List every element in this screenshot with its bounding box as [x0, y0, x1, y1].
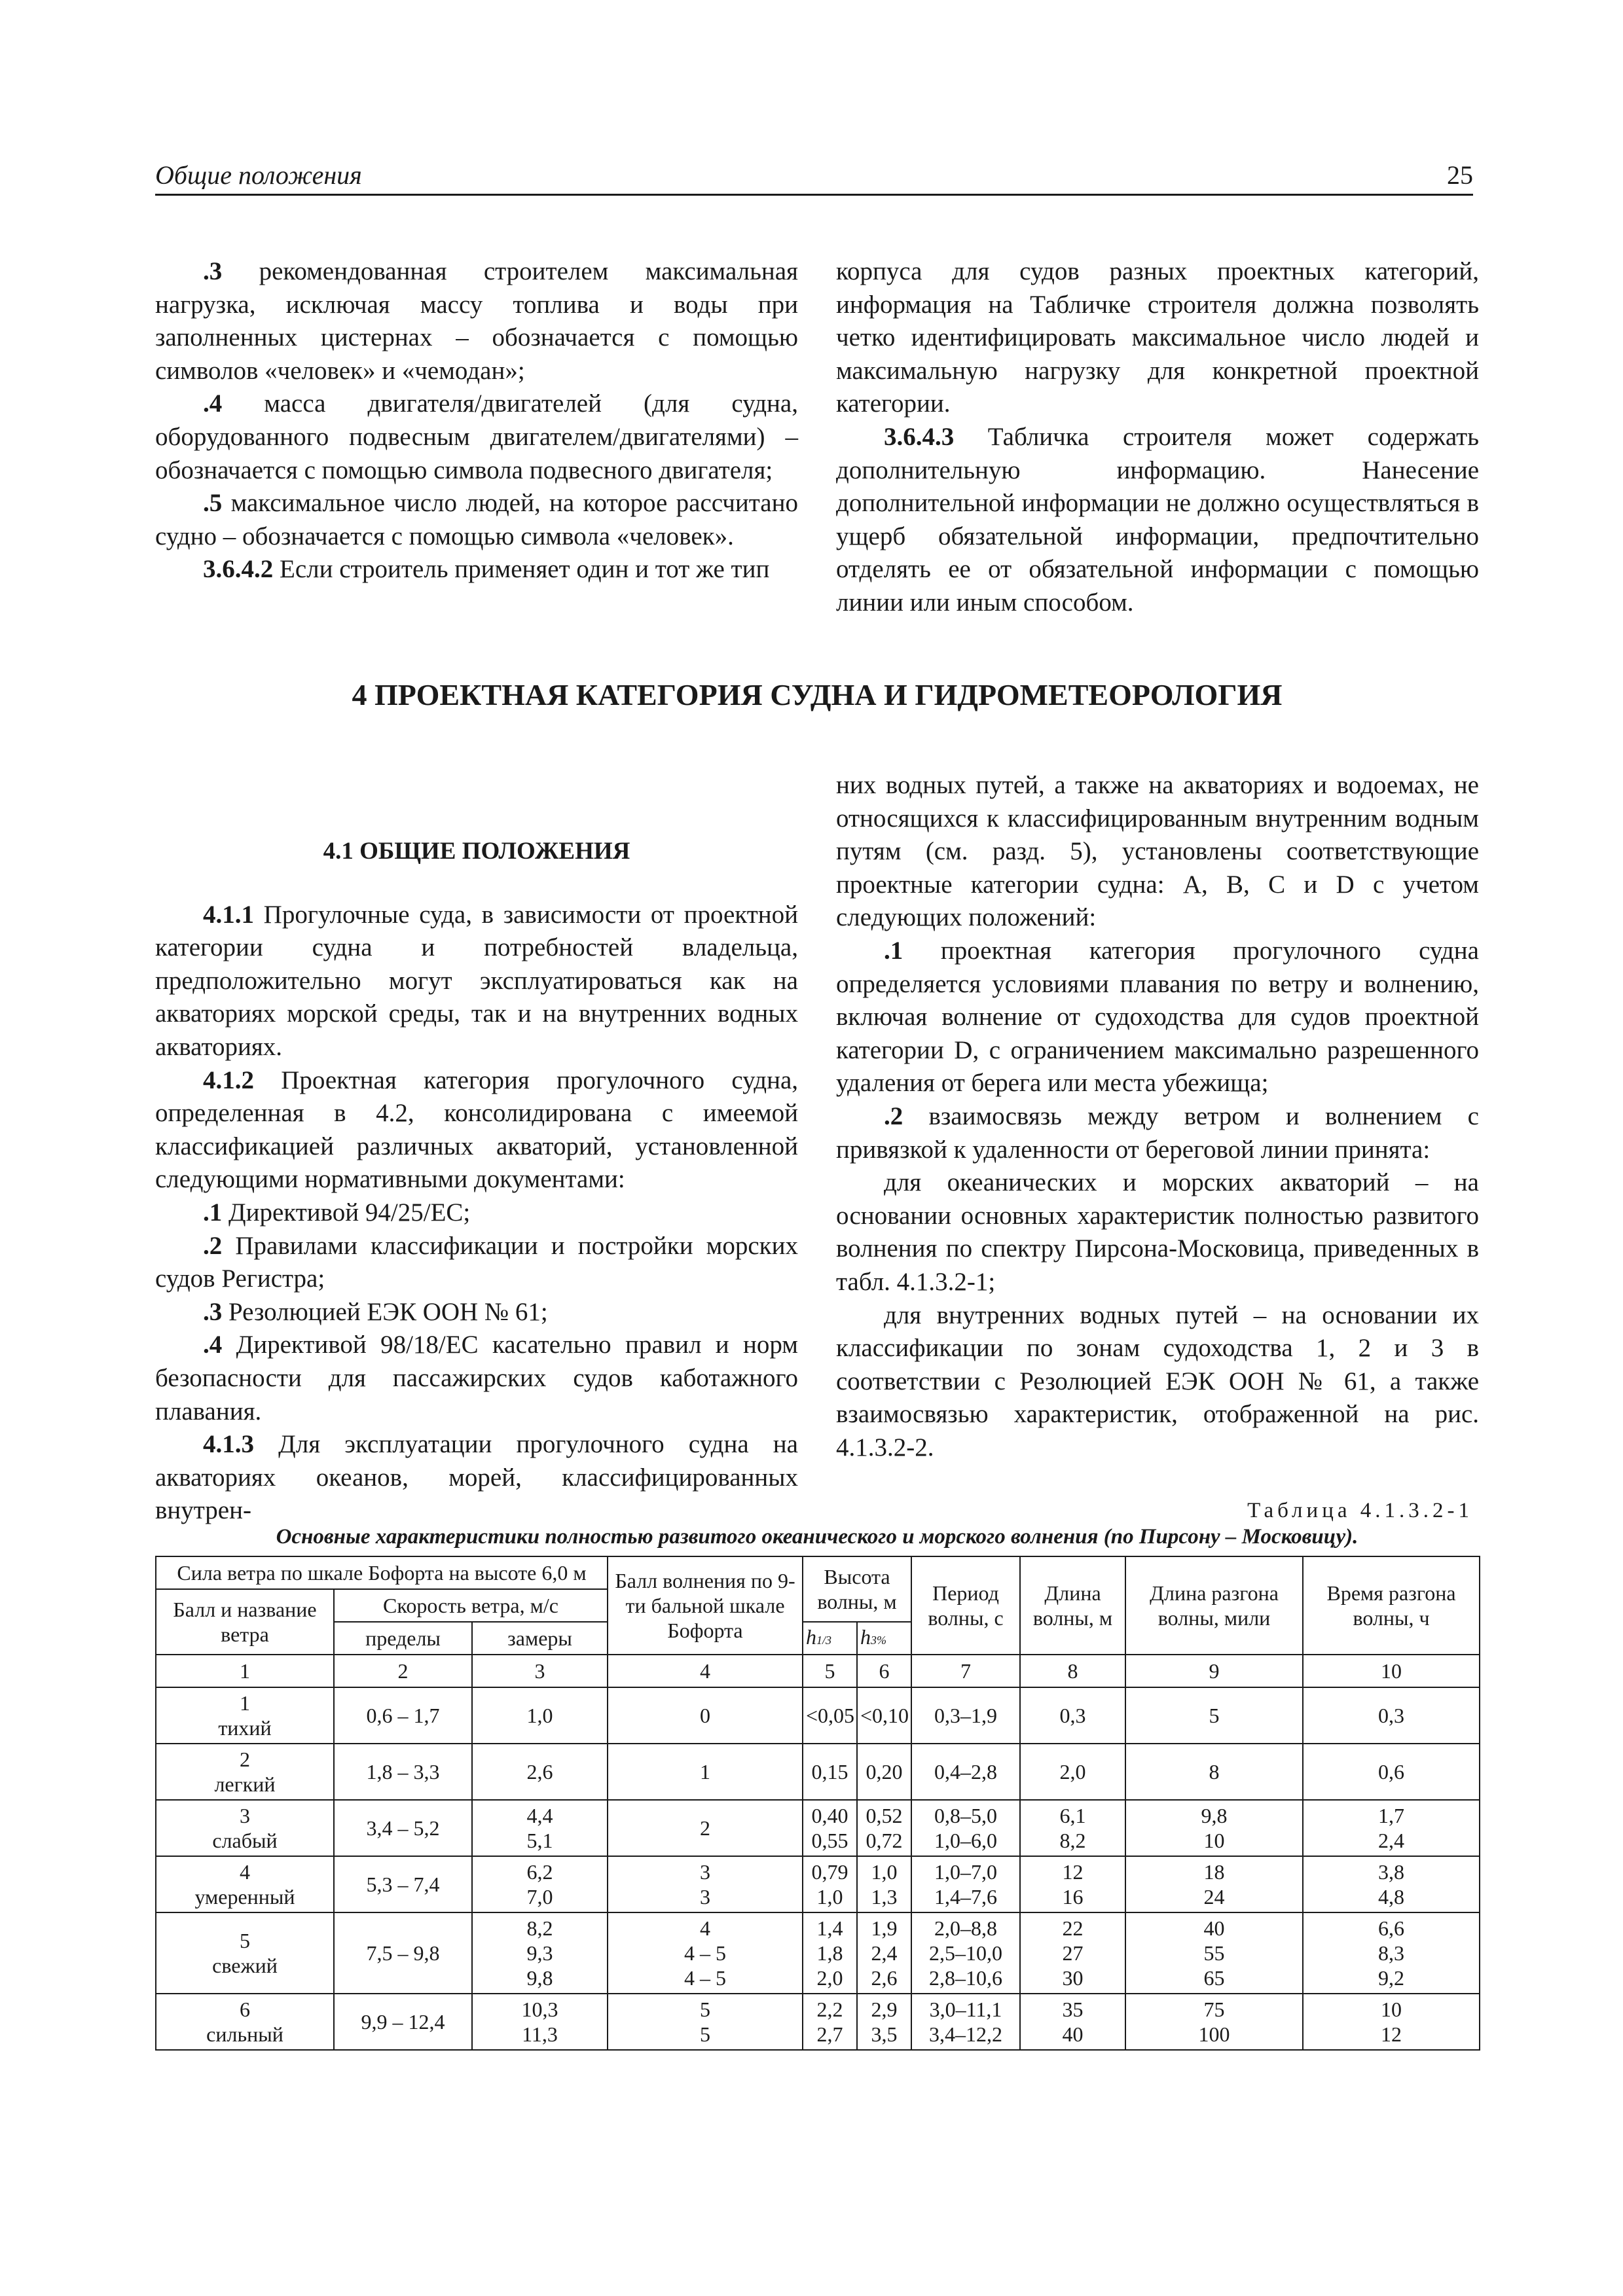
page-number: 25 — [1447, 160, 1473, 190]
paragraph-text: Правилами классификации и постройки морских судов Регистра; — [155, 1231, 798, 1293]
beaufort-table — [155, 1556, 1480, 2051]
head-fetch: Длина разгона волны, мили — [1125, 1556, 1303, 1655]
ball-cell — [156, 1912, 334, 1994]
paragraph — [836, 255, 1479, 421]
cell-wave-ball: 2 — [608, 1800, 803, 1856]
clause-number: 4.1.1 — [203, 900, 254, 929]
paragraph — [155, 899, 798, 1064]
column-number: 1 — [156, 1655, 334, 1687]
cell-measured: 8,2 9,3 9,8 — [472, 1912, 608, 1994]
paragraph — [836, 421, 1479, 620]
paragraph-text: проектная категория прогулочного судна определяется условиями плавания по ветру и волнению, включая волнение от судоходства для судов проектной категории D, с ограничением максимально разрешенного удаления от берега или места убежища; — [836, 936, 1479, 1098]
wind-name: умеренный — [194, 1885, 295, 1909]
ball-number: 5 — [240, 1929, 250, 1952]
paragraph — [155, 487, 798, 553]
paragraph — [155, 1230, 798, 1296]
paragraph-text: Если строитель применяет один и тот же тип — [273, 555, 770, 584]
clause-number: .4 — [203, 1331, 223, 1359]
ball-number: 1 — [240, 1691, 250, 1715]
paragraph — [155, 1196, 798, 1230]
cell-measured: 6,2 7,0 — [472, 1856, 608, 1912]
cell-h3: 1,9 2,4 2,6 — [857, 1912, 911, 1994]
cell-measured: 1,0 — [472, 1687, 608, 1744]
cell-wave-ball: 5 5 — [608, 1994, 803, 2050]
clause-number: 4.1.2 — [203, 1066, 254, 1094]
cell-period: 1,0–7,0 1,4–7,6 — [911, 1856, 1020, 1912]
clause-number: .2 — [884, 1102, 903, 1130]
paragraph-text: для океанических и морских акваторий – на основании основных характеристик полностью развитого волнения по спектру Пирсона-Московица, приведенных в табл. 4.1.3.2-1; — [836, 1168, 1479, 1296]
paragraph-text: Проектная категория прогулочного судна, определенная в 4.2, консолидирована с имеемой классификацией различных акваторий, установленной следующими нормативными документами: — [155, 1066, 798, 1194]
column-left-bottom-body — [155, 899, 798, 1528]
paragraph-text: максимальное число людей, на которое рассчитано судно – обозначается с помощью символа «человек». — [155, 489, 798, 550]
column-number: 7 — [911, 1655, 1020, 1687]
cell-limits: 1,8 – 3,3 — [334, 1744, 472, 1800]
ball-cell — [156, 1744, 334, 1800]
cell-period: 0,3–1,9 — [911, 1687, 1020, 1744]
column-number: 10 — [1303, 1655, 1480, 1687]
clause-number: 3.6.4.3 — [884, 422, 955, 451]
running-header-title: Общие положения — [155, 160, 362, 190]
paragraph — [836, 1299, 1479, 1465]
clause-number: .3 — [203, 1297, 223, 1326]
paragraph — [836, 769, 1479, 935]
head-length: Длина волны, м — [1020, 1556, 1125, 1655]
paragraph-text: Прогулочные суда, в зависимости от проектной категории судна и потребностей владельца, предположительно могут эксплуатироваться как на акваториях морской среды, так и на внутренних водных акваториях. — [155, 900, 798, 1061]
cell-time: 0,6 — [1303, 1744, 1480, 1800]
cell-fetch: 18 24 — [1125, 1856, 1303, 1912]
column-number: 5 — [803, 1655, 857, 1687]
head-h3: h3% — [857, 1622, 911, 1655]
paragraph — [155, 553, 798, 586]
clause-number: .1 — [203, 1198, 223, 1227]
clause-number: .5 — [203, 489, 223, 518]
cell-h3: 2,9 3,5 — [857, 1994, 911, 2050]
ball-number: 2 — [240, 1748, 250, 1771]
paragraph-text: для внутренних водных путей – на основании их классификации по зонам судоходства 1, 2 и 3 в соответствии с Резолюцией ЕЭК ООН № 61, а также взаимосвязью характеристик, отображенной на рис. 4.1.3.2-2. — [836, 1300, 1479, 1462]
column-left-bottom — [155, 835, 798, 1528]
cell-period: 2,0–8,8 2,5–10,0 2,8–10,6 — [911, 1912, 1020, 1994]
section-title: 4.1 ОБЩИЕ ПОЛОЖЕНИЯ — [323, 838, 630, 865]
cell-fetch: 5 — [1125, 1687, 1303, 1744]
cell-h13: 1,4 1,8 2,0 — [803, 1912, 857, 1994]
column-left-top — [155, 255, 798, 586]
cell-limits: 5,3 – 7,4 — [334, 1856, 472, 1912]
clause-number: .2 — [203, 1231, 223, 1260]
wind-name: тихий — [218, 1716, 272, 1740]
paragraph-text: Резолюцией ЕЭК ООН № 61; — [222, 1297, 548, 1326]
head-time: Время разгона волны, ч — [1303, 1556, 1480, 1655]
table-row — [156, 1994, 1480, 2050]
cell-time: 10 12 — [1303, 1994, 1480, 2050]
cell-h13: 2,2 2,7 — [803, 1994, 857, 2050]
ball-cell — [156, 1994, 334, 2050]
clause-number: .4 — [203, 389, 223, 418]
cell-limits: 7,5 – 9,8 — [334, 1912, 472, 1994]
cell-wave-ball: 0 — [608, 1687, 803, 1744]
table-row — [156, 1912, 1480, 1994]
cell-length: 0,3 — [1020, 1687, 1125, 1744]
head-wave-ball: Балл волнения по 9-ти бальной шкале Бофорта — [608, 1556, 803, 1655]
ball-cell — [156, 1800, 334, 1856]
column-number: 3 — [472, 1655, 608, 1687]
cell-h13: 0,15 — [803, 1744, 857, 1800]
paragraph-text: Директивой 98/18/ЕС касательно правил и норм безопасности для пассажирских судов каботажного плавания. — [155, 1331, 798, 1426]
paragraph — [155, 1296, 798, 1329]
ball-cell — [156, 1687, 334, 1744]
wind-name: сильный — [206, 2022, 283, 2046]
chapter-title: 4 ПРОЕКТНАЯ КАТЕГОРИЯ СУДНА И ГИДРОМЕТЕОРОЛОГИЯ — [352, 678, 1283, 711]
cell-period: 0,4–2,8 — [911, 1744, 1020, 1800]
cell-wave-ball: 3 3 — [608, 1856, 803, 1912]
paragraph-text: корпуса для судов разных проектных категорий, информация на Табличке строителя должна позволять четко идентифицировать максимальное число людей и максимальную нагрузку для конкретной проектной категории. — [836, 257, 1479, 418]
cell-period: 0,8–5,0 1,0–6,0 — [911, 1800, 1020, 1856]
ball-number: 4 — [240, 1860, 250, 1884]
cell-wave-ball: 4 4 – 5 4 – 5 — [608, 1912, 803, 1994]
table-title: Основные характеристики полностью развитого океанического и морского волнения (по Пирсону – Московицу). — [276, 1525, 1359, 1549]
cell-fetch: 40 55 65 — [1125, 1912, 1303, 1994]
clause-number: 3.6.4.2 — [203, 555, 274, 584]
head-ball: Балл и название ветра — [156, 1589, 334, 1655]
column-number: 4 — [608, 1655, 803, 1687]
cell-time: 0,3 — [1303, 1687, 1480, 1744]
cell-time: 1,7 2,4 — [1303, 1800, 1480, 1856]
cell-limits: 9,9 – 12,4 — [334, 1994, 472, 2050]
paragraph-text: рекомендованная строителем максимальная нагрузка, исключая массу топлива и воды при заполненных цистернах – обозначается с помощью символов «человек» и «чемодан»; — [155, 257, 798, 385]
head-speed: Скорость ветра, м/с — [334, 1589, 608, 1622]
paragraph — [836, 1100, 1479, 1166]
paragraph-text: Для эксплуатации прогулочного судна на акваториях океанов, морей, классифицированных внутрен- — [155, 1430, 798, 1525]
head-limits: пределы — [334, 1622, 472, 1655]
cell-h13: 0,79 1,0 — [803, 1856, 857, 1912]
column-number: 6 — [857, 1655, 911, 1687]
clause-number: 4.1.3 — [203, 1430, 254, 1459]
cell-limits: 3,4 – 5,2 — [334, 1800, 472, 1856]
cell-h3: 0,52 0,72 — [857, 1800, 911, 1856]
column-number: 8 — [1020, 1655, 1125, 1687]
cell-time: 6,6 8,3 9,2 — [1303, 1912, 1480, 1994]
table-number: Таблица 4.1.3.2-1 — [1247, 1499, 1473, 1522]
wind-name: легкий — [214, 1772, 276, 1796]
paragraph — [155, 1428, 798, 1528]
cell-length: 35 40 — [1020, 1994, 1125, 2050]
cell-h3: 1,0 1,3 — [857, 1856, 911, 1912]
clause-number: .3 — [203, 257, 223, 285]
paragraph-text: Директивой 94/25/ЕС; — [222, 1198, 471, 1227]
head-height: Высота волны, м — [803, 1556, 911, 1622]
header-rule — [155, 194, 1473, 196]
table-row — [156, 1800, 1480, 1856]
cell-length: 12 16 — [1020, 1856, 1125, 1912]
cell-h13: <0,05 — [803, 1687, 857, 1744]
cell-time: 3,8 4,8 — [1303, 1856, 1480, 1912]
paragraph-text: них водных путей, а также на акваториях и водоемах, не относящихся к классифицированным внутренним водным путям (см. разд. 5), установлены соответствующие проектные категории судна: A, B, C и D с учетом следующих положений: — [836, 771, 1479, 932]
ball-number: 6 — [240, 1998, 250, 2021]
cell-h3: 0,20 — [857, 1744, 911, 1800]
cell-period: 3,0–11,1 3,4–12,2 — [911, 1994, 1020, 2050]
cell-limits: 0,6 – 1,7 — [334, 1687, 472, 1744]
paragraph — [155, 387, 798, 487]
cell-fetch: 8 — [1125, 1744, 1303, 1800]
cell-measured: 4,4 5,1 — [472, 1800, 608, 1856]
wind-name: свежий — [212, 1954, 278, 1977]
cell-wave-ball: 1 — [608, 1744, 803, 1800]
cell-h3: <0,10 — [857, 1687, 911, 1744]
paragraph — [836, 935, 1479, 1100]
table-row — [156, 1856, 1480, 1912]
ball-number: 3 — [240, 1804, 250, 1827]
head-h13: h1/3 — [803, 1622, 857, 1655]
cell-measured: 10,3 11,3 — [472, 1994, 608, 2050]
paragraph-text: взаимосвязь между ветром и волнением с привязкой к удаленности от береговой линии принята: — [836, 1102, 1479, 1164]
column-right-bottom — [836, 769, 1479, 1464]
cell-length: 6,1 8,2 — [1020, 1800, 1125, 1856]
head-wind-group: Сила ветра по шкале Бофорта на высоте 6,0 м — [156, 1556, 608, 1589]
table-row — [156, 1687, 1480, 1744]
cell-length: 22 27 30 — [1020, 1912, 1125, 1994]
clause-number: .1 — [884, 936, 903, 965]
ball-cell — [156, 1856, 334, 1912]
cell-length: 2,0 — [1020, 1744, 1125, 1800]
column-number-row — [156, 1655, 1480, 1687]
paragraph — [836, 1166, 1479, 1299]
paragraph — [155, 1064, 798, 1196]
head-measured: замеры — [472, 1622, 608, 1655]
table-row — [156, 1744, 1480, 1800]
paragraph-text: Табличка строителя может содержать дополнительную информацию. Нанесение дополнительной информации не должно осуществляться в ущерб обязательной информации, предпочтительно отделять ее от обязательной информации с помощью линии или иным способом. — [836, 422, 1479, 617]
column-number: 2 — [334, 1655, 472, 1687]
column-number: 9 — [1125, 1655, 1303, 1687]
paragraph — [155, 1329, 798, 1428]
paragraph — [155, 255, 798, 387]
cell-fetch: 75 100 — [1125, 1994, 1303, 2050]
column-right-top — [836, 255, 1479, 620]
paragraph-text: масса двигателя/двигателей (для судна, оборудованного подвесным двигателем/двигателями) – обозначается с помощью символа подвесного двигателя; — [155, 389, 798, 484]
wind-name: слабый — [212, 1829, 278, 1852]
cell-h13: 0,40 0,55 — [803, 1800, 857, 1856]
cell-fetch: 9,8 10 — [1125, 1800, 1303, 1856]
head-period: Период волны, с — [911, 1556, 1020, 1655]
cell-measured: 2,6 — [472, 1744, 608, 1800]
